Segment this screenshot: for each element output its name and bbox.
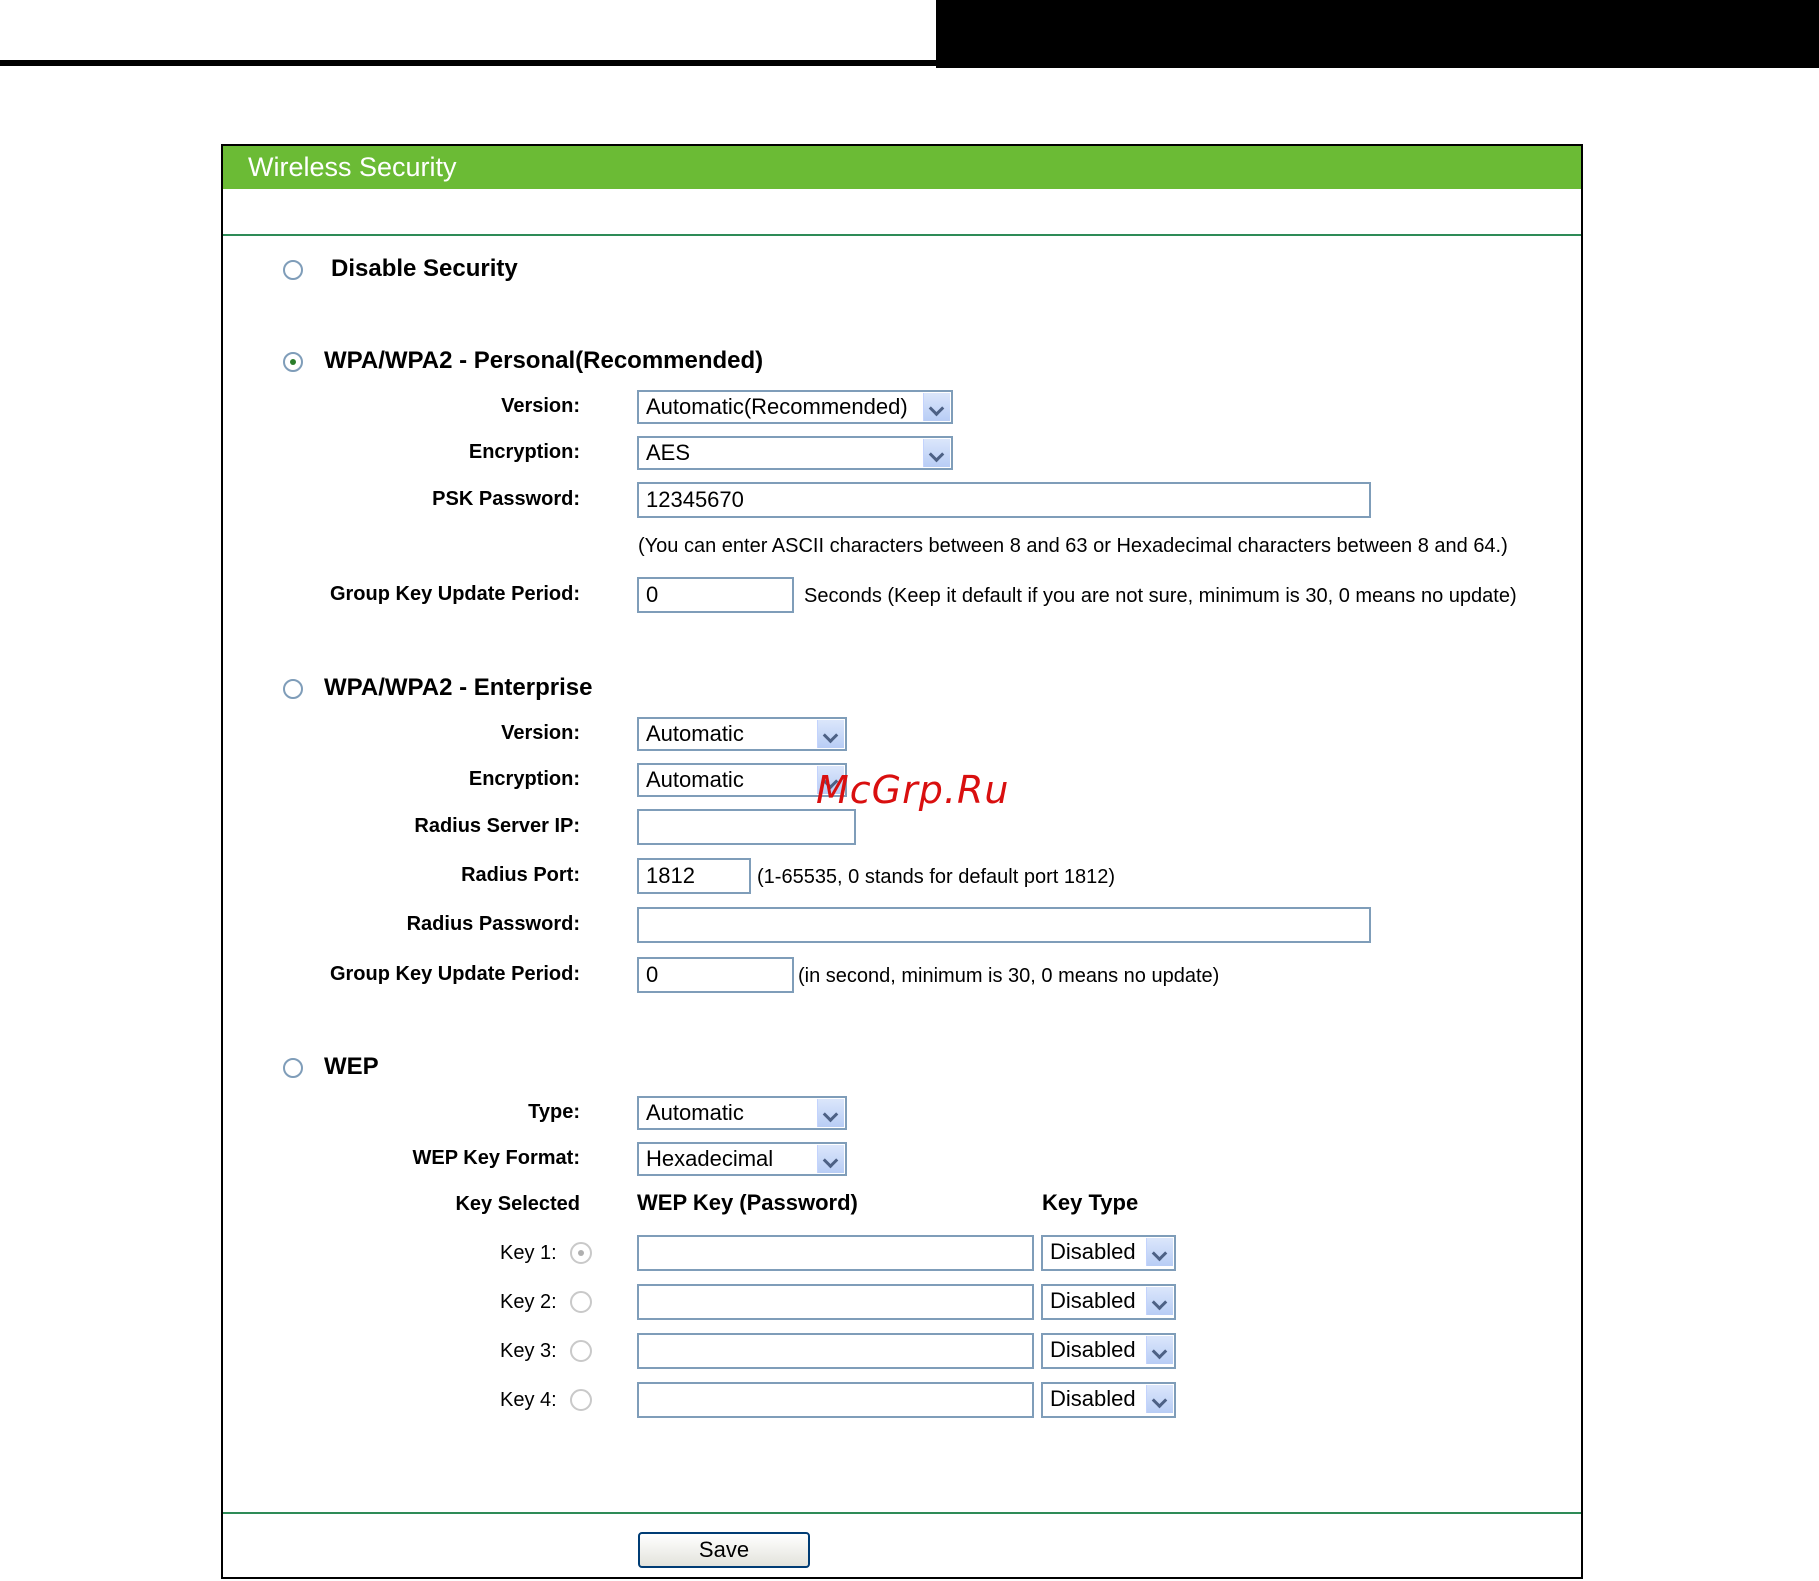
wep-type-label: Type:: [528, 1101, 580, 1123]
chevron-down-icon: [1146, 1287, 1173, 1315]
key-3-radio[interactable]: [570, 1340, 592, 1362]
key-selected-header: Key Selected: [455, 1193, 580, 1215]
chevron-down-icon: [923, 393, 950, 421]
personal-gkup-label: Group Key Update Period:: [329, 583, 580, 605]
top-divider: [223, 234, 1581, 236]
key-1-type-select[interactable]: [1041, 1235, 1176, 1271]
key-3-type-value: Disabled: [1050, 1337, 1136, 1362]
personal-version-value: Automatic(Recommended): [646, 394, 908, 419]
psk-password-note: (You can enter ASCII characters between 8 and 63 or Hexadecimal characters between 8 and 64.): [638, 535, 1508, 557]
save-button[interactable]: Save: [638, 1532, 810, 1568]
key-3-label: Key 3:: [500, 1340, 557, 1362]
key-3-input[interactable]: [637, 1333, 1034, 1369]
enterprise-version-select[interactable]: [637, 717, 847, 751]
enterprise-version-value: Automatic: [646, 721, 744, 746]
personal-encryption-select[interactable]: [637, 436, 953, 470]
chevron-down-icon: [1146, 1336, 1173, 1364]
wep-radio[interactable]: [283, 1058, 303, 1078]
wep-format-label: WEP Key Format:: [412, 1147, 580, 1169]
enterprise-encryption-value: Automatic: [646, 767, 744, 792]
disable-security-label: Disable Security: [331, 255, 518, 282]
key-2-type-value: Disabled: [1050, 1288, 1136, 1313]
key-4-radio[interactable]: [570, 1389, 592, 1411]
psk-password-label: PSK Password:: [432, 488, 580, 510]
key-1-input[interactable]: [637, 1235, 1034, 1271]
key-1-radio[interactable]: [570, 1242, 592, 1264]
personal-gkup-note: Seconds (Keep it default if you are not sure, minimum is 30, 0 means no update): [804, 585, 1517, 607]
key-2-type-select[interactable]: [1041, 1284, 1176, 1320]
wpa-personal-label: WPA/WPA2 - Personal(Recommended): [324, 347, 764, 374]
key-2-label: Key 2:: [500, 1291, 557, 1313]
wpa-enterprise-label: WPA/WPA2 - Enterprise: [324, 674, 593, 701]
chevron-down-icon: [817, 1145, 844, 1173]
personal-version-select[interactable]: [637, 390, 953, 424]
watermark: McGrp.Ru: [816, 768, 1010, 812]
personal-version-label: Version:: [501, 395, 580, 417]
enterprise-encryption-label: Encryption:: [468, 768, 580, 790]
psk-password-input[interactable]: 12345670: [637, 482, 1371, 518]
key-4-type-value: Disabled: [1050, 1386, 1136, 1411]
enterprise-gkup-note: (in second, minimum is 30, 0 means no update): [798, 965, 1220, 987]
page-header-rule: [0, 60, 1819, 66]
personal-encryption-label: Encryption:: [468, 441, 580, 463]
key-2-radio[interactable]: [570, 1291, 592, 1313]
wep-format-value: Hexadecimal: [646, 1146, 774, 1171]
wep-type-select[interactable]: [637, 1096, 847, 1130]
radius-password-label: Radius Password:: [406, 913, 580, 935]
wep-type-value: Automatic: [646, 1100, 744, 1125]
key-4-label: Key 4:: [500, 1389, 557, 1411]
wep-label: WEP: [324, 1053, 379, 1080]
bottom-divider: [223, 1512, 1581, 1514]
key-1-type-value: Disabled: [1050, 1239, 1136, 1264]
enterprise-version-label: Version:: [501, 722, 580, 744]
chevron-down-icon: [923, 439, 950, 467]
chevron-down-icon: [817, 720, 844, 748]
key-3-type-select[interactable]: [1041, 1333, 1176, 1369]
key-2-input[interactable]: [637, 1284, 1034, 1320]
wpa-enterprise-radio[interactable]: [283, 679, 303, 699]
radius-port-label: Radius Port:: [461, 864, 580, 886]
disable-security-radio[interactable]: [283, 260, 303, 280]
radius-port-input[interactable]: 1812: [637, 858, 751, 894]
wep-format-select[interactable]: [637, 1142, 847, 1176]
key-type-header: Key Type: [1042, 1190, 1139, 1215]
key-1-label: Key 1:: [500, 1242, 557, 1264]
personal-encryption-value: AES: [646, 440, 691, 465]
radius-ip-label: Radius Server IP:: [414, 815, 580, 837]
wep-key-header: WEP Key (Password): [637, 1190, 858, 1215]
key-4-input[interactable]: [637, 1382, 1034, 1418]
key-4-type-select[interactable]: [1041, 1382, 1176, 1418]
radius-port-note: (1-65535, 0 stands for default port 1812): [757, 866, 1116, 888]
chevron-down-icon: [817, 1099, 844, 1127]
radius-ip-input[interactable]: [637, 809, 856, 845]
personal-gkup-input[interactable]: 0: [637, 577, 794, 613]
panel-title: Wireless Security: [248, 152, 457, 182]
radius-password-input[interactable]: [637, 907, 1371, 943]
chevron-down-icon: [1146, 1385, 1173, 1413]
chevron-down-icon: [1146, 1238, 1173, 1266]
wpa-personal-radio[interactable]: [283, 352, 303, 372]
enterprise-gkup-label: Group Key Update Period:: [329, 963, 580, 985]
enterprise-gkup-input[interactable]: 0: [637, 957, 794, 993]
page-header-bar: [936, 0, 1819, 68]
